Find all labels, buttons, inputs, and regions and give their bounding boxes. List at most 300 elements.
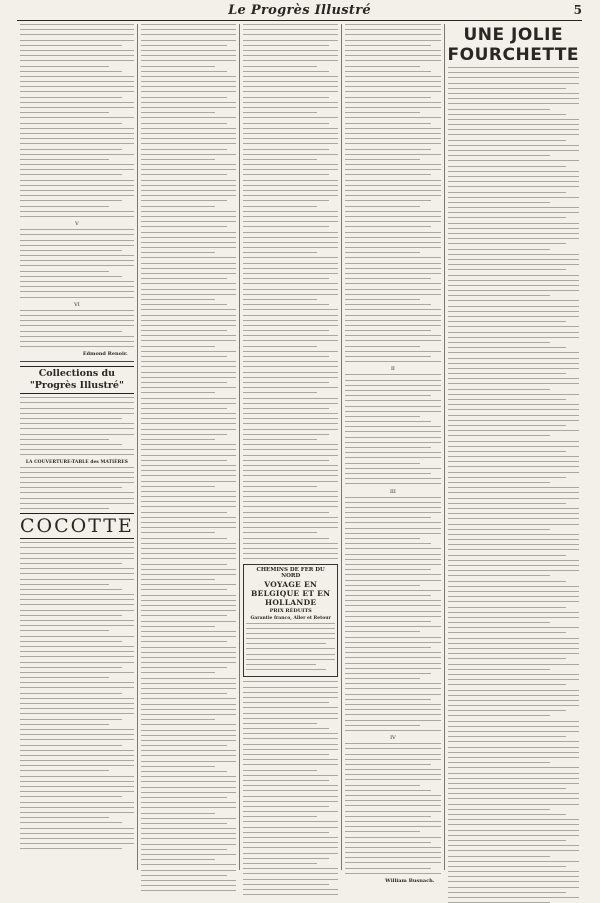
- text-line: [448, 83, 579, 84]
- text-line: [243, 123, 329, 124]
- text-line: [243, 185, 338, 186]
- text-line: [243, 60, 338, 61]
- text-line: [243, 133, 338, 134]
- text-line: [345, 600, 440, 601]
- text-line: [243, 496, 338, 497]
- text-line: [20, 159, 109, 160]
- text-line: [448, 134, 579, 135]
- text-line: [141, 844, 236, 845]
- text-line: [243, 211, 338, 212]
- text-line: [141, 890, 236, 891]
- text-line: [448, 399, 566, 400]
- text-line: [345, 826, 440, 827]
- text-line: [243, 475, 338, 476]
- text-line: [345, 483, 440, 484]
- text-line: [345, 34, 440, 35]
- text-line: [345, 647, 431, 648]
- text-line: [20, 281, 134, 282]
- text-line: [448, 243, 566, 244]
- text-line: [345, 180, 440, 181]
- text-line: [345, 190, 440, 191]
- text-line: [345, 764, 431, 765]
- text-line: [141, 216, 236, 217]
- article-text: [20, 310, 134, 347]
- text-line: [448, 700, 579, 701]
- text-line: [20, 310, 134, 311]
- text-line: [345, 688, 440, 689]
- text-line: [345, 123, 431, 124]
- text-line: [20, 102, 134, 103]
- text-line: [243, 754, 329, 755]
- text-line: [448, 482, 551, 483]
- text-line: [448, 575, 551, 576]
- text-line: [345, 816, 431, 817]
- text-line: [20, 408, 134, 409]
- text-line: [20, 708, 134, 709]
- ad-heading: CHEMINS DE FER DU NORD: [256, 566, 325, 579]
- text-line: [141, 91, 236, 92]
- text-line: [243, 289, 338, 290]
- text-line: [141, 366, 236, 367]
- article-signature: Edmond Renoir.: [82, 351, 128, 358]
- text-line: [20, 755, 134, 756]
- column-2: [137, 24, 239, 870]
- text-line: [141, 340, 236, 341]
- text-line: [20, 271, 109, 272]
- text-line: [141, 200, 227, 201]
- text-line: [141, 185, 236, 186]
- text-line: [141, 859, 215, 860]
- text-line: [243, 423, 338, 424]
- text-line: [448, 565, 579, 566]
- text-line: [345, 725, 419, 726]
- text-line: [345, 873, 440, 874]
- text-line: [243, 413, 338, 414]
- text-line: [243, 785, 338, 786]
- text-line: [448, 249, 551, 250]
- text-line: [448, 451, 566, 452]
- text-line: [448, 560, 579, 561]
- text-line: [345, 673, 431, 674]
- text-line: [345, 149, 431, 150]
- text-line: [345, 507, 440, 508]
- text-line: [448, 109, 551, 110]
- text-line: [246, 638, 335, 639]
- text-line: [345, 107, 440, 108]
- text-line: [20, 423, 134, 424]
- text-line: [141, 423, 236, 424]
- text-line: [141, 169, 236, 170]
- text-line: [448, 871, 579, 872]
- text-line: [20, 594, 134, 595]
- text-line: [20, 584, 109, 585]
- text-line: [345, 457, 440, 458]
- text-line: [141, 626, 215, 627]
- text-line: [243, 434, 329, 435]
- text-line: [345, 128, 440, 129]
- text-line: [141, 304, 227, 305]
- text-line: [345, 304, 431, 305]
- text-line: [345, 868, 431, 869]
- text-line: [243, 718, 338, 719]
- text-line: [20, 719, 122, 720]
- text-line: [20, 472, 134, 473]
- text-line: [243, 102, 338, 103]
- text-line: [20, 216, 134, 217]
- text-line: [448, 145, 579, 146]
- text-line: [243, 733, 338, 734]
- text-line: [448, 441, 579, 442]
- text-line: [20, 802, 134, 803]
- text-line: [243, 744, 338, 745]
- text-line: [20, 123, 122, 124]
- text-line: [345, 211, 440, 212]
- text-line: [448, 539, 579, 540]
- page-number: 5: [573, 3, 582, 17]
- text-line: [345, 66, 419, 67]
- text-line: [243, 403, 338, 404]
- text-line: [243, 723, 317, 724]
- text-line: [141, 195, 236, 196]
- text-line: [20, 255, 134, 256]
- text-line: [448, 757, 579, 758]
- text-line: [345, 805, 440, 806]
- text-line: [448, 389, 551, 390]
- text-line: [345, 221, 440, 222]
- text-line: [448, 456, 579, 457]
- text-line: [345, 55, 440, 56]
- text-line: [141, 776, 236, 777]
- text-line: [345, 709, 440, 710]
- text-line: [448, 555, 566, 556]
- text-line: [448, 690, 579, 691]
- text-line: [20, 40, 134, 41]
- text-line: [448, 300, 579, 301]
- text-line: [243, 764, 338, 765]
- text-line: [448, 446, 579, 447]
- text-line: [345, 325, 440, 326]
- text-line: [20, 138, 134, 139]
- text-line: [345, 616, 440, 617]
- text-line: [345, 437, 440, 438]
- text-line: [20, 745, 122, 746]
- text-line: [141, 730, 236, 731]
- text-line: [345, 559, 440, 560]
- text-line: [141, 86, 236, 87]
- text-line: [20, 149, 122, 150]
- text-line: [141, 792, 236, 793]
- text-line: [141, 133, 236, 134]
- text-line: [243, 512, 329, 513]
- text-line: [20, 599, 134, 600]
- text-line: [141, 460, 227, 461]
- text-line: [243, 351, 338, 352]
- text-line: [345, 678, 419, 679]
- text-line: [448, 337, 579, 338]
- text-line: [345, 668, 440, 669]
- text-line: [141, 584, 236, 585]
- text-line: [345, 720, 440, 721]
- text-line: [345, 759, 440, 760]
- text-line: [243, 71, 329, 72]
- text-line: [448, 866, 566, 867]
- text-line: [448, 773, 579, 774]
- text-line: [243, 801, 338, 802]
- newspaper-title: Le Progrès Illustré: [228, 2, 371, 18]
- text-line: [243, 138, 338, 139]
- text-line: [141, 745, 227, 746]
- text-line: [448, 705, 579, 706]
- text-line: [448, 316, 579, 317]
- text-line: [141, 854, 236, 855]
- text-line: [141, 833, 236, 834]
- text-line: [246, 648, 335, 649]
- text-line: [448, 352, 579, 353]
- text-line: [20, 234, 134, 235]
- section-number: III: [389, 488, 396, 495]
- railway-advertisement: [243, 564, 338, 678]
- text-line: [243, 174, 329, 175]
- text-line: [345, 185, 440, 186]
- text-line: [246, 623, 335, 624]
- text-line: [345, 790, 431, 791]
- text-line: [246, 654, 335, 655]
- text-line: [141, 875, 227, 876]
- text-line: [141, 564, 227, 565]
- text-line: [141, 361, 236, 362]
- text-line: [345, 774, 440, 775]
- text-line: [141, 123, 227, 124]
- text-line: [345, 800, 440, 801]
- text-line: [345, 611, 440, 612]
- text-line: [141, 553, 236, 554]
- text-line: [345, 533, 440, 534]
- text-line: [243, 382, 329, 383]
- text-line: [345, 852, 440, 853]
- text-line: [20, 444, 122, 445]
- text-line: [141, 688, 236, 689]
- text-line: [243, 697, 338, 698]
- text-line: [141, 55, 236, 56]
- text-line: [448, 627, 579, 628]
- text-line: [345, 278, 431, 279]
- text-line: [141, 558, 236, 559]
- text-line: [20, 625, 134, 626]
- text-line: [141, 45, 227, 46]
- text-line: [20, 682, 134, 683]
- article-signature: William Busnach.: [385, 878, 435, 884]
- text-line: [141, 631, 236, 632]
- text-line: [448, 472, 579, 473]
- text-line: [345, 502, 440, 503]
- text-line: [243, 299, 317, 300]
- text-line: [20, 781, 134, 782]
- text-line: [345, 416, 419, 417]
- text-line: [448, 669, 551, 670]
- ad-text: [246, 623, 335, 671]
- text-line: [243, 392, 317, 393]
- text-line: [448, 658, 566, 659]
- text-line: [243, 692, 338, 693]
- text-line: [448, 643, 579, 644]
- text-line: [448, 492, 579, 493]
- text-line: [20, 45, 122, 46]
- text-line: [20, 190, 134, 191]
- text-line: [345, 195, 440, 196]
- text-line: [141, 781, 236, 782]
- text-line: [141, 538, 227, 539]
- text-line: [345, 154, 440, 155]
- text-line: [448, 197, 579, 198]
- text-line: [141, 714, 236, 715]
- text-line: [141, 595, 236, 596]
- text-line: [141, 289, 236, 290]
- text-line: [345, 406, 440, 407]
- text-line: [448, 591, 579, 592]
- text-line: [345, 463, 419, 464]
- text-line: [20, 822, 122, 823]
- text-line: [243, 832, 329, 833]
- text-line: [345, 795, 440, 796]
- text-line: [20, 180, 134, 181]
- text-line: [141, 662, 236, 663]
- text-line: [243, 34, 338, 35]
- text-line: [243, 527, 338, 528]
- text-line: [20, 677, 109, 678]
- text-line: [243, 320, 338, 321]
- text-line: [345, 374, 440, 375]
- text-line: [448, 809, 551, 810]
- text-line: [20, 265, 134, 266]
- text-line: [141, 574, 236, 575]
- text-line: [20, 492, 134, 493]
- text-line: [20, 397, 134, 398]
- text-line: [243, 449, 338, 450]
- section-number: II: [390, 366, 395, 373]
- text-line: [345, 263, 440, 264]
- text-line: [141, 652, 236, 653]
- text-line: [20, 229, 134, 230]
- text-line: [141, 491, 236, 492]
- text-line: [345, 143, 440, 144]
- text-line: [141, 740, 236, 741]
- text-line: [243, 460, 329, 461]
- text-line: [448, 425, 566, 426]
- text-line: [448, 192, 566, 193]
- text-line: [20, 117, 134, 118]
- text-line: [345, 257, 440, 258]
- text-line: [448, 876, 579, 877]
- text-line: [243, 335, 338, 336]
- text-line: [243, 687, 338, 688]
- text-line: [448, 653, 579, 654]
- text-line: [20, 315, 134, 316]
- text-line: [243, 372, 338, 373]
- text-line: [20, 542, 134, 543]
- text-line: [141, 387, 236, 388]
- text-line: [345, 289, 440, 290]
- text-line: [345, 320, 440, 321]
- text-line: [243, 294, 338, 295]
- text-line: [448, 358, 579, 359]
- text-line: [243, 770, 317, 771]
- text-line: [141, 237, 236, 238]
- text-line: [345, 631, 419, 632]
- text-line: [141, 724, 236, 725]
- text-line: [141, 683, 236, 684]
- text-line: [141, 377, 236, 378]
- text-line: [345, 478, 440, 479]
- text-line: [20, 848, 122, 849]
- text-line: [20, 563, 122, 564]
- text-line: [345, 642, 440, 643]
- text-line: [345, 580, 440, 581]
- article-text: [141, 24, 236, 891]
- text-line: [141, 657, 236, 658]
- text-line: [448, 824, 579, 825]
- text-line: [448, 508, 579, 509]
- text-line: [345, 395, 431, 396]
- text-line: [243, 522, 338, 523]
- text-line: [448, 596, 579, 597]
- text-line: [448, 617, 579, 618]
- text-line: [448, 332, 579, 333]
- text-line: [243, 29, 338, 30]
- text-line: [141, 543, 236, 544]
- text-line: [243, 149, 329, 150]
- text-line: [20, 240, 134, 241]
- text-line: [141, 403, 236, 404]
- text-line: [345, 426, 440, 427]
- text-line: [20, 211, 134, 212]
- text-line: [448, 363, 579, 364]
- text-line: [141, 190, 236, 191]
- text-line: [20, 770, 109, 771]
- text-line: [20, 346, 134, 347]
- text-line: [243, 273, 338, 274]
- text-line: [243, 40, 338, 41]
- text-line: [448, 856, 551, 857]
- section-number: VI: [74, 301, 80, 308]
- text-line: [20, 50, 134, 51]
- text-line: [20, 331, 122, 332]
- text-line: [448, 612, 579, 613]
- text-line: [243, 169, 338, 170]
- text-line: [20, 776, 134, 777]
- text-line: [345, 86, 440, 87]
- text-line: [20, 336, 134, 337]
- text-line: [345, 538, 419, 539]
- text-line: [345, 29, 440, 30]
- text-line: [141, 719, 215, 720]
- text-line: [20, 60, 134, 61]
- text-line: [20, 112, 109, 113]
- text-line: [243, 842, 338, 843]
- text-line: [20, 568, 134, 569]
- text-line: [345, 743, 440, 744]
- text-line: [345, 447, 431, 448]
- text-line: [141, 392, 215, 393]
- text-line: [141, 636, 236, 637]
- text-line: [243, 863, 317, 864]
- text-line: [345, 714, 440, 715]
- text-line: [20, 467, 134, 468]
- section-number: IV: [390, 735, 396, 742]
- column-3: [239, 24, 341, 870]
- text-line: [243, 827, 338, 828]
- text-line: [243, 361, 338, 362]
- text-line: [141, 40, 236, 41]
